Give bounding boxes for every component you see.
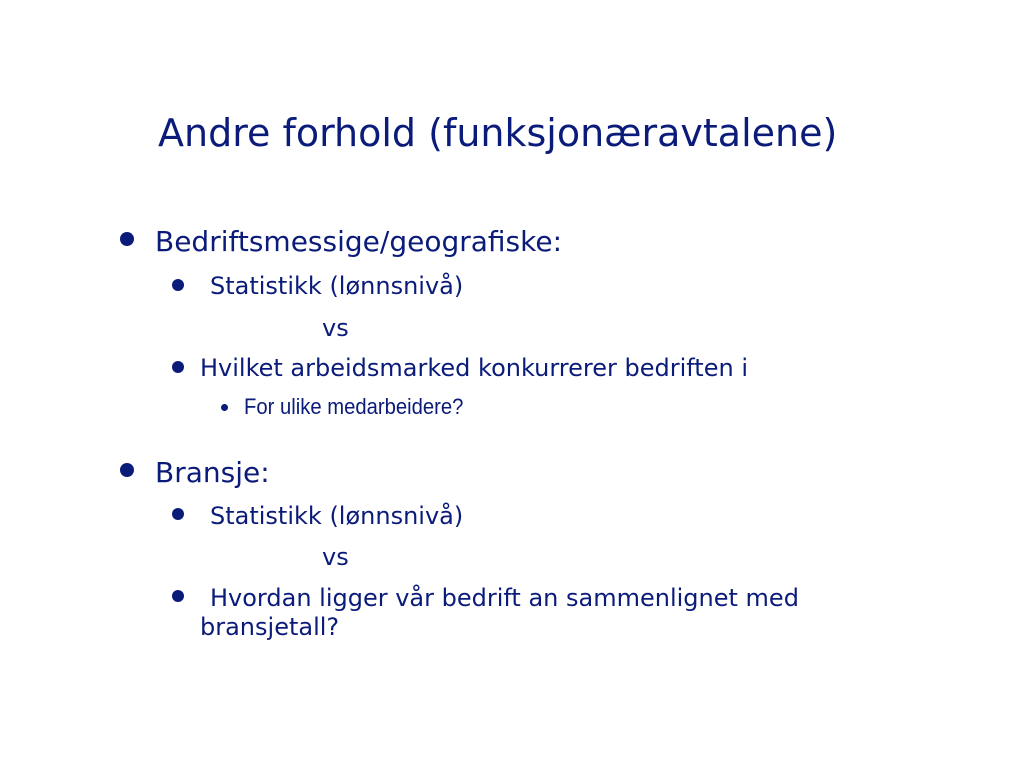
list-item: Hvordan ligger vår bedrift an sammenlignet med	[210, 584, 799, 612]
slide-title: Andre forhold (funksjonæravtalene)	[158, 111, 838, 155]
section-heading: Bransje:	[155, 456, 270, 489]
bullet-icon	[221, 404, 228, 411]
sub-list-item: For ulike medarbeidere?	[244, 394, 464, 419]
bullet-icon	[120, 232, 134, 246]
section-heading: Bedriftsmessige/geografiske:	[155, 225, 562, 258]
list-item-continuation: vs	[322, 543, 349, 571]
bullet-icon	[172, 279, 184, 291]
list-item-continuation: vs	[322, 314, 349, 342]
list-item: Hvilket arbeidsmarked konkurrerer bedriften i	[200, 354, 748, 382]
bullet-icon	[172, 508, 184, 520]
list-item-continuation: bransjetall?	[200, 613, 340, 641]
bullet-icon	[172, 590, 184, 602]
list-item: Statistikk (lønnsnivå)	[210, 272, 464, 300]
bullet-icon	[172, 361, 184, 373]
list-item: Statistikk (lønnsnivå)	[210, 502, 464, 530]
bullet-icon	[120, 463, 134, 477]
